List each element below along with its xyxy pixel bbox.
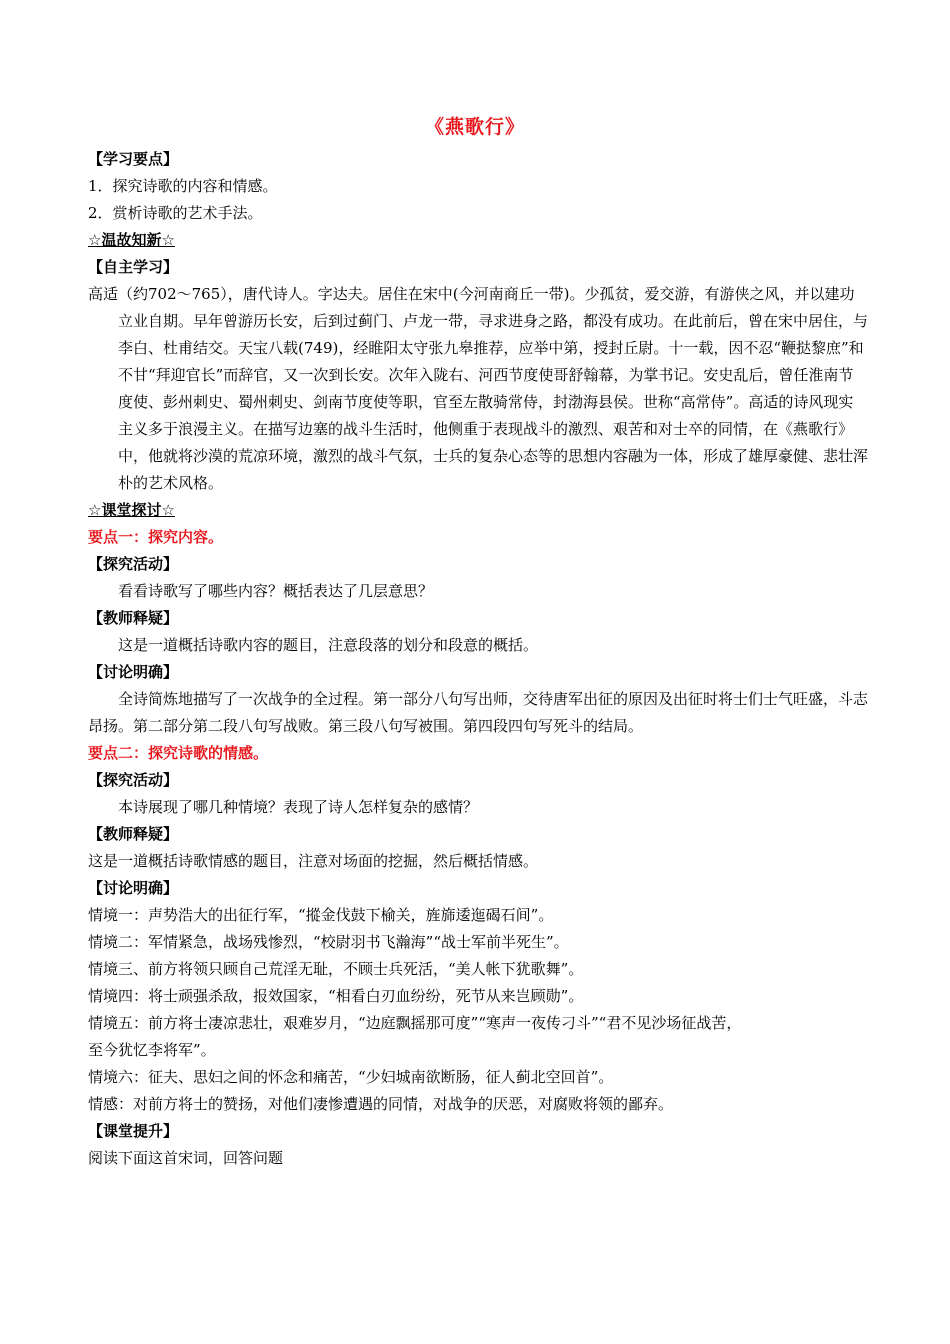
point-two-heading: 要点二：探究诗歌的情感。 [88, 744, 269, 762]
scenario-2: 情境二：军情紧急，战场残惨烈，“校尉羽书飞瀚海”“战士军前半死生”。 [88, 933, 569, 951]
page-title: 《燕歌行》 [424, 116, 525, 138]
p1-discussion-heading: 【讨论明确】 [88, 663, 179, 681]
p2-activity-heading: 【探究活动】 [88, 771, 179, 789]
section-heading-review: ☆温故知新☆ [88, 231, 175, 249]
class-improve-text: 阅读下面这首宋词，回答问题 [88, 1149, 284, 1167]
scenario-5: 情境五：前方将士凄凉悲壮，艰难岁月，“边庭飘摇那可度”“寒声一夜传刁斗”“君不见沙场征战苦， [88, 1014, 742, 1032]
section-heading-discussion: ☆课堂探讨☆ [88, 501, 175, 519]
scenario-6: 情境六：征夫、思妇之间的怀念和痛苦，“少妇城南欲断肠，征人蓟北空回首”。 [88, 1068, 614, 1086]
scenario-4: 情境四：将士顽强杀敌，报效国家，“相看白刃血纷纷，死节从来岂顾勋”。 [88, 987, 584, 1005]
p1-teacher-heading: 【教师释疑】 [88, 609, 179, 627]
study-point-1: 1．探究诗歌的内容和情感。 [88, 177, 278, 195]
p2-activity-text: 本诗展现了哪几种情境？表现了诗人怎样复杂的感情？ [118, 798, 479, 816]
p2-teacher-heading: 【教师释疑】 [88, 825, 179, 843]
p1-discussion-text: 全诗简炼地描写了一次战争的全过程。第一部分八句写出师，交待唐军出征的原因及出征时将士们士气旺盛，斗志昂扬。第二部分第二段八句写战败。第三段八句写被围。第四段四句写死斗的结局。 [88, 690, 869, 735]
scenario-3: 情境三、前方将领只顾自己荒淫无耻，不顾士兵死活，“美人帐下犹歌舞”。 [88, 960, 584, 978]
p2-teacher-text: 这是一道概括诗歌情感的题目，注意对场面的挖掘，然后概括情感。 [88, 852, 539, 870]
section-heading-study-points: 【学习要点】 [88, 150, 179, 168]
subheading-self-study: 【自主学习】 [88, 258, 179, 276]
scenario-1: 情境一：声势浩大的出征行军，“摐金伐鼓下榆关，旌旆逶迤碣石间”。 [88, 906, 554, 924]
author-bio [88, 281, 868, 497]
emotion-summary: 情感：对前方将士的赞扬，对他们凄惨遭遇的同情，对战争的厌恶，对腐败将领的鄙弃。 [88, 1095, 674, 1113]
p2-discussion-heading: 【讨论明确】 [88, 879, 179, 897]
study-point-2: 2．赏析诗歌的艺术手法。 [88, 204, 263, 222]
class-improve-heading: 【课堂提升】 [88, 1122, 179, 1140]
p1-teacher-text: 这是一道概括诗歌内容的题目，注意段落的划分和段意的概括。 [118, 636, 539, 654]
p1-activity-text: 看看诗歌写了哪些内容？概括表达了几层意思？ [118, 582, 434, 600]
author-bio-text: 高适（约702～765），唐代诗人。字达夫。居住在宋中(今河南商丘一带)。少孤贫，爱交游，有游侠之风，并以建功立业自期。早年曾游历长安，后到过蓟门、卢龙一带，寻求进身之路，都没有成功。在此前后，曾在宋中居住，与李白、杜甫结交。天宝八载(749)，经睢阳太守张九皋推荐，应举中第，授封丘尉。十一载，因不忍“鞭挞黎庶”和不甘“拜迎官长”而辞官，又一次到长安。次年入陇右、河西节度使哥舒翰幕，为掌书记。安史乱后，曾任淮南节度使、彭州刺史、蜀州刺史、剑南节度使等职，官至左散骑常侍，封渤海县侯。世称“高常侍”。高适的诗风现实主义多于浪漫主义。在描写边塞的战斗生活时，他侧重于表现战斗的激烈、艰苦和对士卒的同情，在《燕歌行》中，他就将沙漠的荒凉环境，激烈的战斗气氛，士兵的复杂心态等的思想内容融为一体，形成了雄厚豪健、悲壮浑朴的艺术风格。 [88, 285, 869, 492]
p1-activity-heading: 【探究活动】 [88, 555, 179, 573]
point-one-heading: 要点一：探究内容。 [88, 528, 224, 546]
document-body [88, 146, 868, 1172]
scenario-5-cont: 至今犹忆李将军”。 [88, 1041, 216, 1059]
